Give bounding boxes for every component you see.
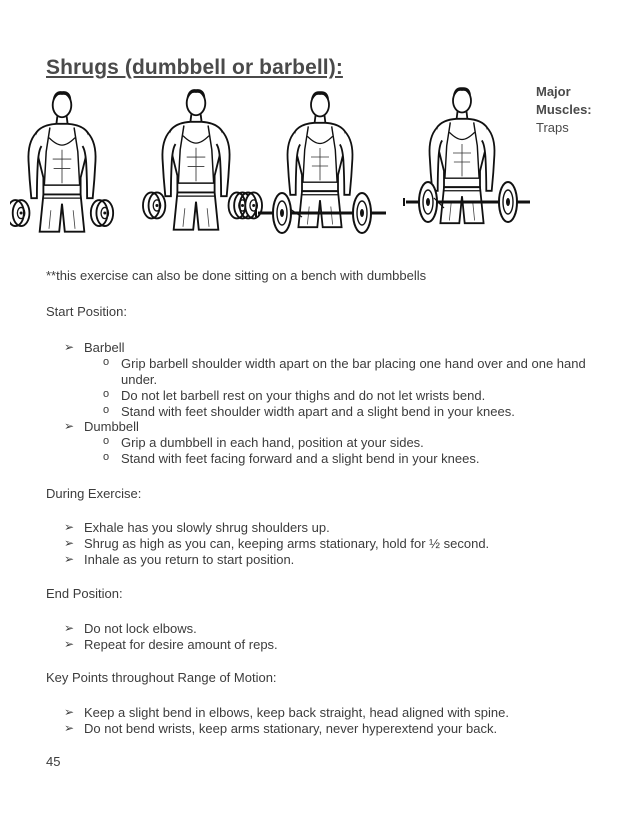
major-muscles-label-line1: Major (536, 84, 571, 99)
major-muscles-value: Traps (536, 120, 569, 135)
key-item-1: Keep a slight bend in elbows, keep back straight, head aligned with spine. (84, 705, 509, 720)
start-position-heading: Start Position: (46, 304, 127, 319)
bullet-arrow-icon: ➢ (64, 705, 75, 719)
figure-dumbbell-start (10, 91, 113, 232)
bullet-circle-icon: o (103, 404, 110, 416)
page-number: 45 (46, 754, 61, 769)
end-item-1: Do not lock elbows. (84, 621, 197, 636)
barbell-item-2: Do not let barbell rest on your thighs and do not let wrists bend. (121, 388, 486, 403)
bullet-arrow-icon: ➢ (64, 637, 75, 651)
bullet-arrow-icon: ➢ (64, 552, 75, 566)
bullet-circle-icon: o (103, 451, 110, 463)
figure-dumbbell-shrug (143, 89, 262, 230)
during-item-1: Exhale has you slowly shrug shoulders up. (84, 520, 330, 535)
page-title: Shrugs (dumbbell or barbell): (46, 56, 343, 79)
end-position-heading: End Position: (46, 586, 123, 601)
dumbbell-label: Dumbbell (84, 419, 139, 434)
sitting-note: **this exercise can also be done sitting on a bench with dumbbells (46, 268, 427, 283)
bullet-arrow-icon: ➢ (64, 419, 75, 433)
barbell-label: Barbell (84, 340, 125, 355)
during-exercise-heading: During Exercise: (46, 486, 142, 501)
major-muscles-box (536, 83, 626, 137)
during-item-3: Inhale as you return to start position. (84, 552, 295, 567)
during-item-2: Shrug as high as you can, keeping arms stationary, hold for ½ second. (84, 536, 490, 551)
end-item-2: Repeat for desire amount of reps. (84, 637, 278, 652)
bullet-circle-icon: o (103, 388, 110, 400)
barbell-item-3: Stand with feet shoulder width apart and a slight bend in your knees. (121, 404, 515, 419)
bullet-arrow-icon: ➢ (64, 536, 75, 550)
dumbbell-item-2: Stand with feet facing forward and a slight bend in your knees. (121, 451, 480, 466)
bullet-arrow-icon: ➢ (64, 520, 75, 534)
bullet-circle-icon: o (103, 356, 110, 368)
figure-barbell-start (288, 91, 353, 227)
key-item-2: Do not bend wrists, keep arms stationary, never hyperextend your back. (84, 721, 498, 736)
barbell-item-1-cont: under. (121, 372, 158, 387)
bullet-arrow-icon: ➢ (64, 721, 75, 735)
dumbbell-item-1: Grip a dumbbell in each hand, position at your sides. (121, 435, 424, 450)
barbell-item-1: Grip barbell shoulder width apart on the bar placing one hand over and one hand (121, 356, 586, 371)
key-points-heading: Key Points throughout Range of Motion: (46, 670, 277, 685)
major-muscles-label-line2: Muscles: (536, 102, 592, 117)
bullet-circle-icon: o (103, 435, 110, 447)
bullet-arrow-icon: ➢ (64, 621, 75, 635)
bullet-arrow-icon: ➢ (64, 340, 75, 354)
exercise-illustrations (10, 82, 536, 242)
